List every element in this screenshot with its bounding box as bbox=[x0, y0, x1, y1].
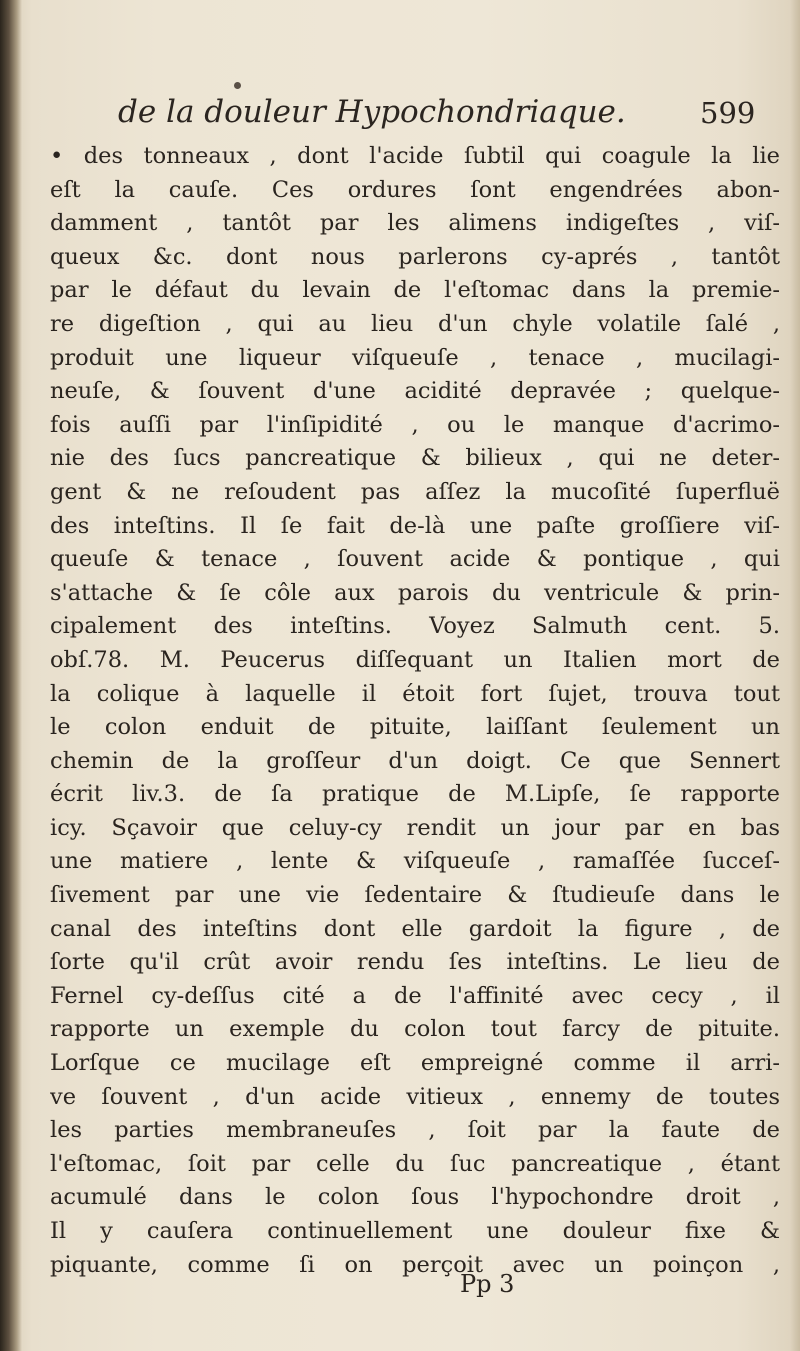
text-line: des inteſtins. Il ſe fait de-là une paſte groſſiere viſ- bbox=[50, 512, 780, 539]
text-line: le colon enduit de pituite, laiſſant ſeulement un bbox=[50, 714, 780, 741]
text-line: re digeſtion , qui au lieu d'un chyle volatile ſalé , bbox=[50, 310, 780, 337]
text-line: produit une liqueur viſqueuſe , tenace , mucilagi- bbox=[50, 344, 780, 371]
text-line: écrit liv.3. de ſa pratique de M.Lipſe, ſe rapporte bbox=[50, 781, 780, 808]
page-edge bbox=[790, 0, 800, 1351]
signature-mark: Pp 3 bbox=[460, 1270, 515, 1298]
text-line: • des tonneaux , dont l'acide ſubtil qui coagule la lie bbox=[50, 143, 780, 169]
text-line: s'attache & ſe côle aux parois du ventricule & prin- bbox=[50, 579, 780, 606]
text-line: acumulé dans le colon ſous l'hypochondre droit , bbox=[50, 1184, 780, 1211]
page-number: 599 bbox=[700, 96, 756, 130]
text-line: par le défaut du levain de l'eſtomac dans la premie- bbox=[50, 277, 780, 304]
text-line: neuſe, & ſouvent d'une acidité depravée ; quelque- bbox=[50, 378, 780, 405]
text-line: une matiere , lente & viſqueuſe , ramaſſée ſucceſ- bbox=[50, 848, 780, 875]
text-line: rapporte un exemple du colon tout farcy de pituite. bbox=[50, 1016, 780, 1043]
text-line: ſorte qu'il crût avoir rendu ſes inteſtins. Le lieu de bbox=[50, 949, 780, 976]
text-line: fois auſſi par l'inſipidité , ou le manque d'acrimo- bbox=[50, 411, 780, 438]
text-line: les parties membraneuſes , ſoit par la faute de bbox=[50, 1117, 780, 1144]
text-line: Fernel cy-deſſus cité a de l'affinité avec cecy , il bbox=[50, 982, 780, 1009]
text-line: piquante, comme ſi on perçoit avec un poinçon , bbox=[50, 1251, 780, 1278]
text-line: Lorſque ce mucilage eſt empreigné comme il arri- bbox=[50, 1050, 780, 1077]
text-line: ve ſouvent , d'un acide vitieux , ennemy de toutes bbox=[50, 1083, 780, 1110]
text-line: la colique à laquelle il étoit fort ſujet, trouva tout bbox=[50, 680, 780, 707]
body-text bbox=[50, 140, 780, 1285]
text-line: eſt la cauſe. Ces ordures ſont engendrées abon- bbox=[50, 176, 780, 203]
book-binding-shadow bbox=[0, 0, 22, 1351]
text-line: obſ.78. M. Peucerus diſſequant un Italien mort de bbox=[50, 646, 780, 673]
text-line: l'eſtomac, ſoit par celle du ſuc pancreatique , étant bbox=[50, 1150, 780, 1177]
text-line: cipalement des inteſtins. Voyez Salmuth cent. 5. bbox=[50, 613, 780, 640]
text-line: Il y cauſera continuellement une douleur fixe & bbox=[50, 1218, 780, 1244]
text-line: damment , tantôt par les alimens indigeſtes , viſ- bbox=[50, 210, 780, 237]
text-line: ſivement par une vie ſedentaire & ſtudieuſe dans le bbox=[50, 882, 780, 909]
running-head: de la douleur Hypochondriaque. bbox=[118, 94, 626, 130]
text-line: gent & ne reſoudent pas aſſez la mucoſité ſuperfluë bbox=[50, 478, 780, 505]
text-line: nie des ſucs pancreatique & bilieux , qui ne deter- bbox=[50, 445, 780, 472]
text-line: chemin de la groſſeur d'un doigt. Ce que Sennert bbox=[50, 747, 780, 774]
text-line: queux &c. dont nous parlerons cy-aprés , tantôt bbox=[50, 243, 780, 270]
ink-speck bbox=[234, 82, 241, 89]
text-line: canal des inteſtins dont elle gardoit la figure , de bbox=[50, 915, 780, 942]
text-line: icy. Sçavoir que celuy-cy rendit un jour par en bas bbox=[50, 814, 780, 841]
text-line: queuſe & tenace , ſouvent acide & pontique , qui bbox=[50, 546, 780, 573]
